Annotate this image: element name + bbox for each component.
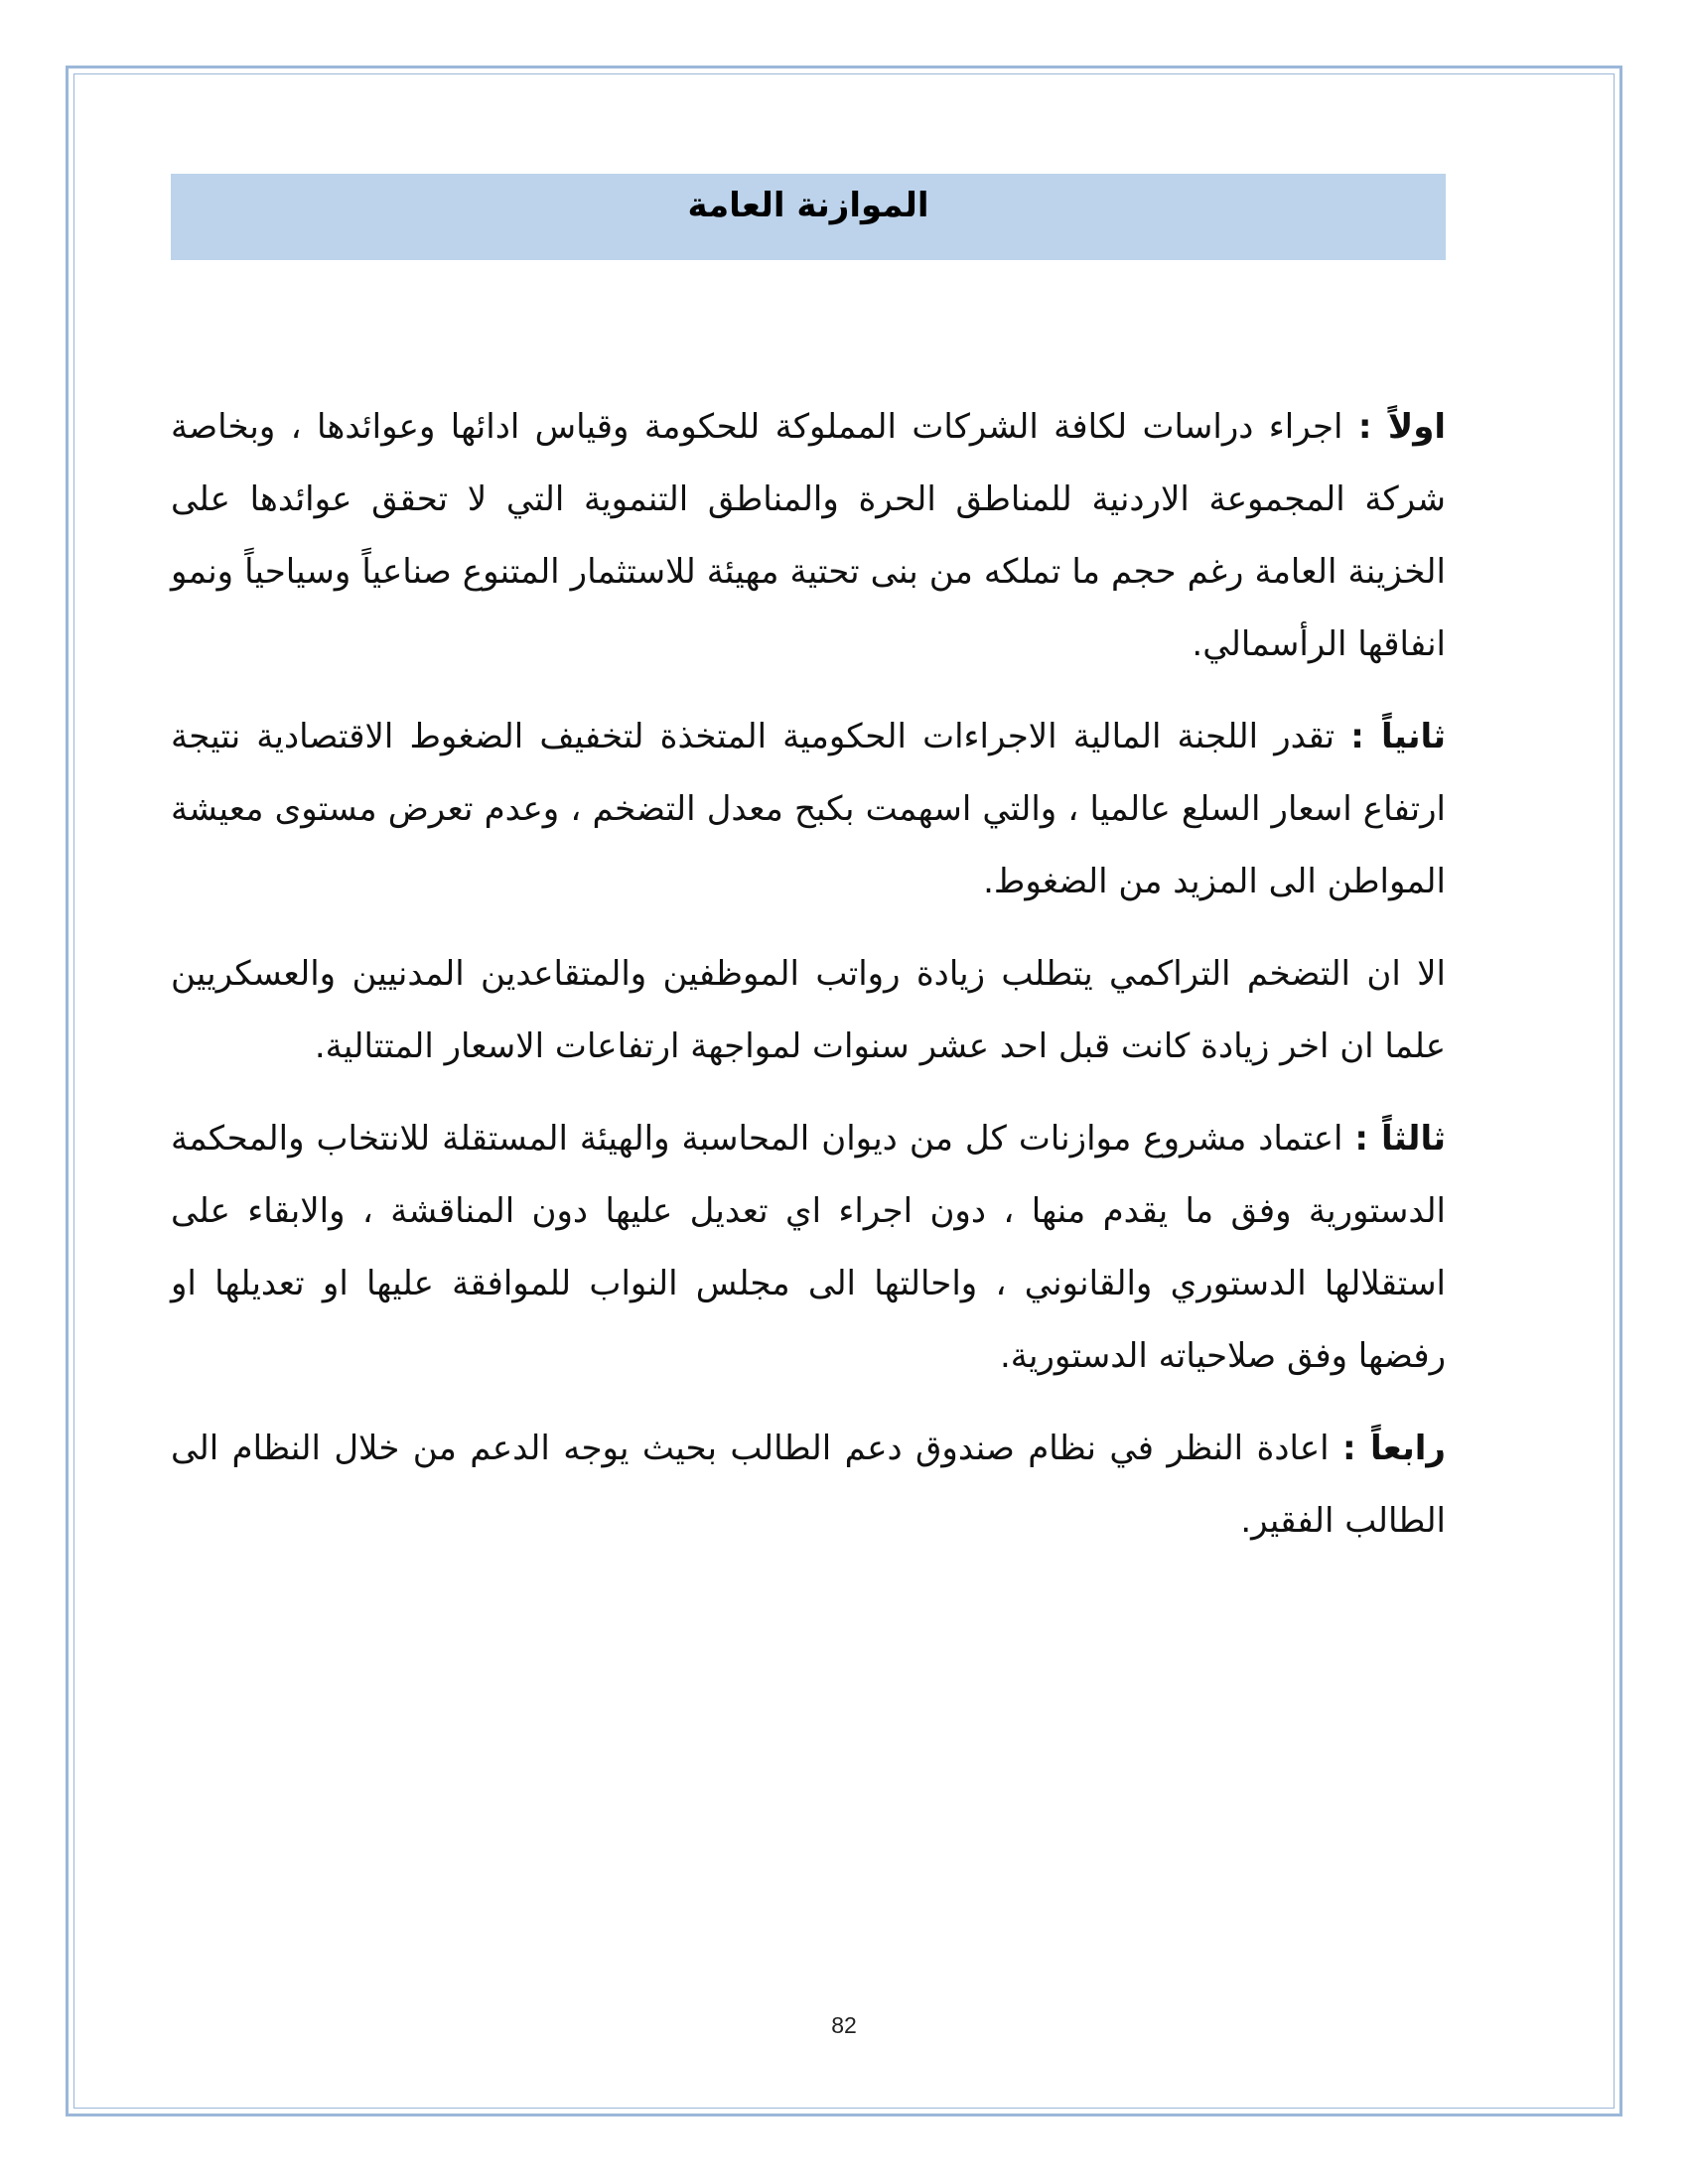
title-banner <box>171 174 1446 260</box>
paragraph-text: الا ان التضخم التراكمي يتطلب زيادة رواتب الموظفين والمتقاعدين المدنيين والعسكريين علما ان اخر زيادة كانت قبل احد عشر سنوات لمواجهة ارتفاعات الاسعار المتتالية. <box>171 954 1446 1066</box>
paragraph-text: اعادة النظر في نظام صندوق دعم الطالب بحيث يوجه الدعم من خلال النظام الى الطالب الفقير. <box>171 1429 1446 1541</box>
page-title: الموازنة العامة <box>687 186 929 225</box>
paragraph-lead: ثالثاً : <box>1354 1119 1446 1159</box>
paragraph-third <box>171 1103 1446 1393</box>
paragraph-lead: ثانياً : <box>1350 717 1446 756</box>
page-number: 82 <box>831 2012 857 2038</box>
paragraph-first <box>171 391 1446 681</box>
paragraph-text: اعتماد مشروع موازنات كل من ديوان المحاسبة والهيئة المستقلة للانتخاب والمحكمة الدستورية وفق ما يقدم منها ، دون اجراء اي تعديل عليها دون المناقشة ، والابقاء على استقلالها الدستوري والقانوني ، واحالتها الى مجلس النواب للموافقة عليها او تعديلها او رفضها وفق صلاحياته الدستورية. <box>171 1119 1446 1376</box>
document-body <box>171 391 1446 1577</box>
paragraph-text: تقدر اللجنة المالية الاجراءات الحكومية المتخذة لتخفيف الضغوط الاقتصادية نتيجة ارتفاع اسعار السلع عالميا ، والتي اسهمت بكبح معدل التضخم ، وعدم تعرض مستوى معيشة المواطن الى المزيد من الضغوط. <box>171 717 1446 901</box>
paragraph-continuation <box>171 938 1446 1083</box>
paragraph-lead: اولاً : <box>1357 407 1446 447</box>
paragraph-text: اجراء دراسات لكافة الشركات المملوكة للحكومة وقياس ادائها وعوائدها ، وبخاصة شركة المجموعة الاردنية للمناطق الحرة والمناطق التنموية التي لا تحقق عوائدها على الخزينة العامة رغم حجم ما تملكه من بنى تحتية مهيئة للاستثمار المتنوع صناعياً وسياحياً ونمو انفاقها الرأسمالي. <box>171 407 1446 664</box>
paragraph-second <box>171 701 1446 918</box>
paragraph-lead: رابعاً : <box>1342 1429 1446 1468</box>
paragraph-fourth <box>171 1413 1446 1558</box>
